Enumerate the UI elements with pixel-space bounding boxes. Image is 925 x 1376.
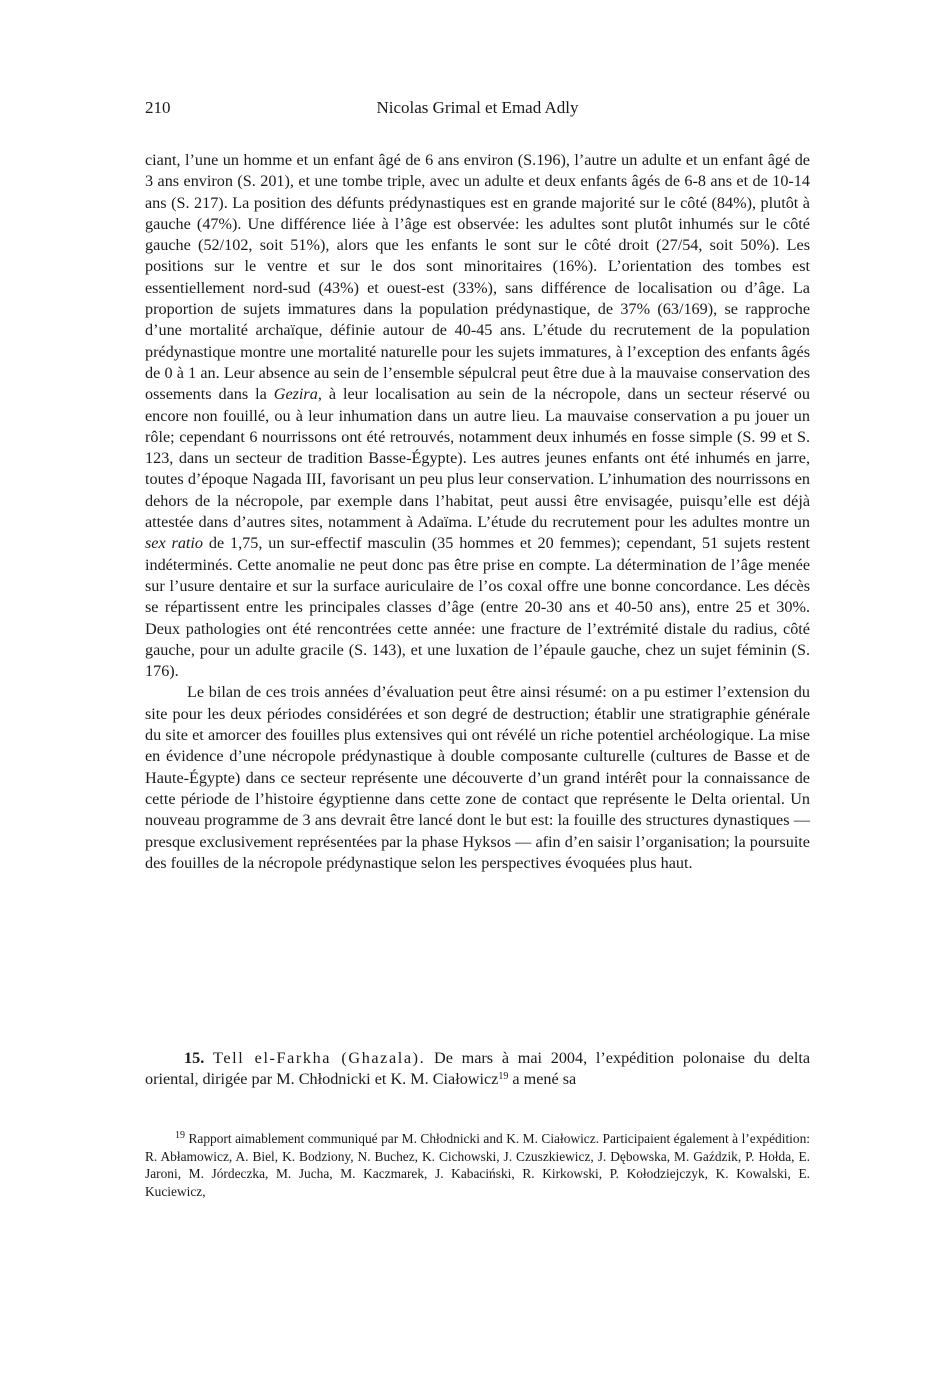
italic-term: sex ratio [145,534,204,553]
section-15 [145,1048,810,1091]
page-number: 210 [145,98,171,117]
paragraph-continuation: ciant, l’une un homme et un enfant âgé de 6 ans environ (S.196), l’autre un adulte et un enfant âgé de 3 ans environ (S. 201), et une tombe triple, avec un adulte et deux enfants âgés de 6-8 ans et de 10-14 ans (S. 217). La position des défunts prédynastiques est en grande majorité sur le côté (84%), plutôt à gauche (47%). Une différence liée à l’âge est observée: les adultes sont plutôt inhumés sur le côté gauche (52/102, soit 51%), alors que les enfants le sont sur le côté droit (27/54, soit 50%). Les positions sur le ventre et sur le dos sont minoritaires (16%). L’orientation des tombes est essentiellement nord-sud (43%) et ouest-est (33%), sans différence de localisation ou d’âge. La proportion de sujets immatures dans la population prédynastique, de 37% (63/169), se rapproche d’une mortalité archaïque, définie autour de 40-45 ans. L’étude du recrutement de la population prédynastique montre une mortalité naturelle pour les sujets immatures, à l’exception des enfants âgés de 0 à 1 an. Leur absence au sein de l’ensemble sépulcral peut être due à la mauvaise conservation des ossements dans la Gezira, à leur localisation au sein de la nécropole, dans un secteur réservé ou encore non fouillé, ou à leur inhumation dans un autre lieu. La mauvaise conservation a pu jouer un rôle; cependant 6 nourrissons ont été retrouvés, notamment deux inhumés en fosse simple (S. 99 et S. 123, dans un secteur de tradition Basse-Égypte). Les autres jeunes enfants ont été inhumés en jarre, toutes d’époque Nagada III, favorisant un peu plus leur conservation. L’inhumation des nourrissons en dehors de la nécropole, par exemple dans l’habitat, peut aussi être envisagée, puisqu’elle est déjà attestée dans d’autres sites, notamment à Adaïma. L’étude du recrutement pour les adultes montre un sex ratio de 1,75, un sur-effectif masculin (35 hommes et 20 femmes); cependant, 51 sujets restent indéterminés. Cette anomalie ne peut donc pas être prise en compte. La détermination de l’âge menée sur l’usure dentaire et sur la surface auriculaire de l’os coxal offre une bonne concordance. Les décès se répartissent entre les principales classes d’âge (entre 20-30 ans et 40-50 ans), entre 25 et 30%. Deux pathologies ont été rencontrées cette année: une fracture de l’extrémité distale du radius, côté gauche, pour un adulte gracile (S. 143), et une luxation de l’épaule gauche, chez un sujet féminin (S. 176). [145,151,810,681]
italic-term: Gezira [273,385,318,404]
footnote-19: $^{19}$ Rapport aimablement communiqué par M. Chłodnicki and K. M. Ciałowicz. Participaient également à l’expédition: R. Abłamowicz, A. Biel, K. Bodziony, N. Buchez, K. Cichowski, J. Czuszkiewicz, J. Dębowska, M. Gaździk, P. Hołda, E. Jaroni, M. Jórdeczka, M. Jucha, M. Kaczmarek, J. Kabaciński, R. Kirkowski, P. Kołodziejczyk, K. Kowalski, E. Kuciewicz, [145,1130,810,1199]
footnote-marker: 19 [175,1130,185,1141]
body-text [145,150,810,874]
section-number: 15. [184,1049,205,1067]
running-head: Nicolas Grimal et Emad Adly [376,98,579,117]
section-title: Tell el-Farkha (Ghazala). [212,1049,426,1067]
footnote-reference[interactable]: 19 [498,1071,509,1083]
paragraph-summary: Le bilan de ces trois années d’évaluation peut être ainsi résumé: on a pu estimer l’extension du site pour les deux périodes considérées et son degré de destruction; établir une stratigraphie générale du site et amorcer des fouilles plus extensives qui ont révélé un riche potentiel archéologique. La mise en évidence d’une nécropole prédynastique à double composante culturelle (cultures de Basse et de Haute-Égypte) dans ce secteur représente une découverte d’un grand intérêt pour la connaissance de cette période de l’histoire égyptienne dans cette zone de contact que représente le Delta oriental. Un nouveau programme de 3 ans devrait être lancé dont le but est: la fouille des structures dynastiques — presque exclusivement représentées par la phase Hyksos — afin d’en saisir l’organisation; la poursuite des fouilles de la nécropole prédynastique selon les perspectives évoquées plus haut. [145,683,810,872]
footnote [145,1130,810,1200]
section-paragraph: 15. Tell el-Farkha (Ghazala). De mars à mai 2004, l’expédition polonaise du delta oriental, dirigée par M. Chłodnicki et K. M. Ciałowicz$^{19}$ a mené sa [145,1049,811,1089]
page-header [145,98,810,124]
